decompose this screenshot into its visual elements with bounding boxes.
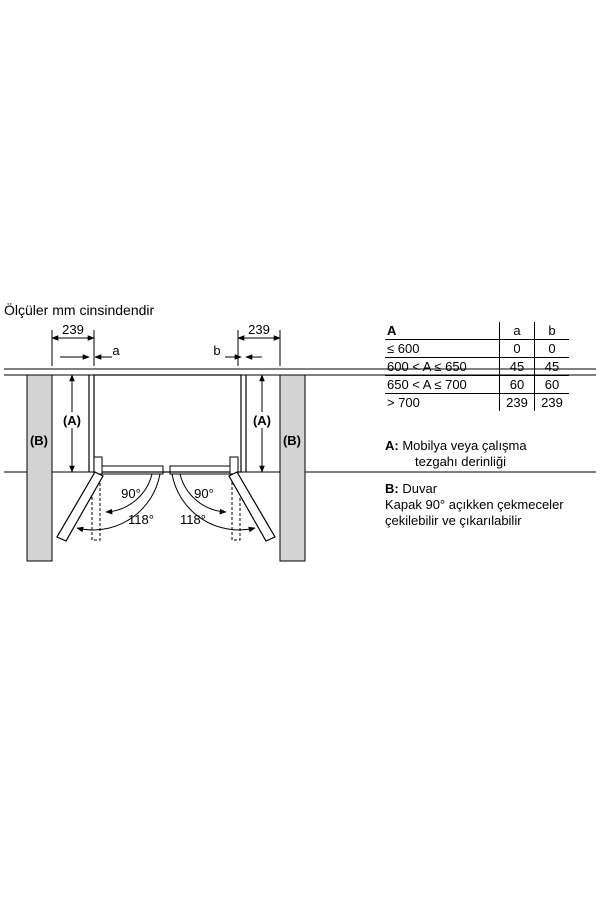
table-cell: 60: [500, 376, 535, 394]
wall-label-right: (B): [282, 433, 302, 448]
dim-depth-a-left: (A): [62, 413, 82, 428]
legend-a-line1: Mobilya veya çalışma: [402, 438, 527, 453]
legend-b-key: B:: [385, 481, 399, 496]
door-90-outline: [92, 476, 240, 540]
wall-left: [27, 375, 52, 561]
legend-b: [385, 481, 564, 529]
legend-a-key: A:: [385, 438, 399, 453]
legend-b-line2: Kapak 90° açıkken çekmeceler: [385, 497, 564, 512]
legend-b-line1: Duvar: [402, 481, 438, 496]
dim-239-right: 239: [248, 322, 270, 337]
angle-arcs: [77, 474, 255, 530]
wall-right: [280, 375, 305, 561]
table-cell: 239: [535, 394, 570, 412]
clearance-table: [385, 322, 569, 411]
table-cell: 0: [500, 340, 535, 358]
fridge-body: [94, 375, 241, 472]
table-cell: 600 < A ≤ 650: [385, 358, 500, 376]
dim-b: b: [213, 343, 221, 358]
table-cell: 45: [535, 358, 570, 376]
table-header-gap-b: b: [535, 322, 570, 340]
table-cell: 0: [535, 340, 570, 358]
door-118-outline: [57, 472, 275, 541]
table-row: [385, 358, 569, 376]
legend-a-line2: tezgahı derinliği: [415, 454, 507, 469]
dim-a: a: [112, 343, 120, 358]
page-heading: Ölçüler mm cinsindendir: [4, 302, 155, 318]
table-header-row: [385, 322, 569, 340]
dim-depth-a-right: (A): [252, 413, 272, 428]
table-cell: 45: [500, 358, 535, 376]
table-cell: 650 < A ≤ 700: [385, 376, 500, 394]
angle-90-right: 90°: [194, 486, 214, 501]
table-header-a: A: [385, 322, 500, 340]
table-cell: > 700: [387, 395, 420, 410]
angle-118-left: 118°: [128, 512, 154, 527]
table-cell: ≤ 600: [385, 340, 500, 358]
table-row: [385, 394, 569, 412]
legend-b-line3: çekilebilir ve çıkarılabilir: [385, 513, 522, 528]
table-cell: 239: [500, 394, 535, 412]
table-header-gap-a: a: [500, 322, 535, 340]
table-row: [385, 376, 569, 394]
angle-118-right: 118°: [180, 512, 206, 527]
legend-a: [385, 438, 527, 470]
dim-239-left: 239: [62, 322, 84, 337]
angle-90-left: 90°: [121, 486, 141, 501]
table-cell: 60: [535, 376, 570, 394]
table-row: [385, 340, 569, 358]
wall-label-left: (B): [29, 433, 49, 448]
